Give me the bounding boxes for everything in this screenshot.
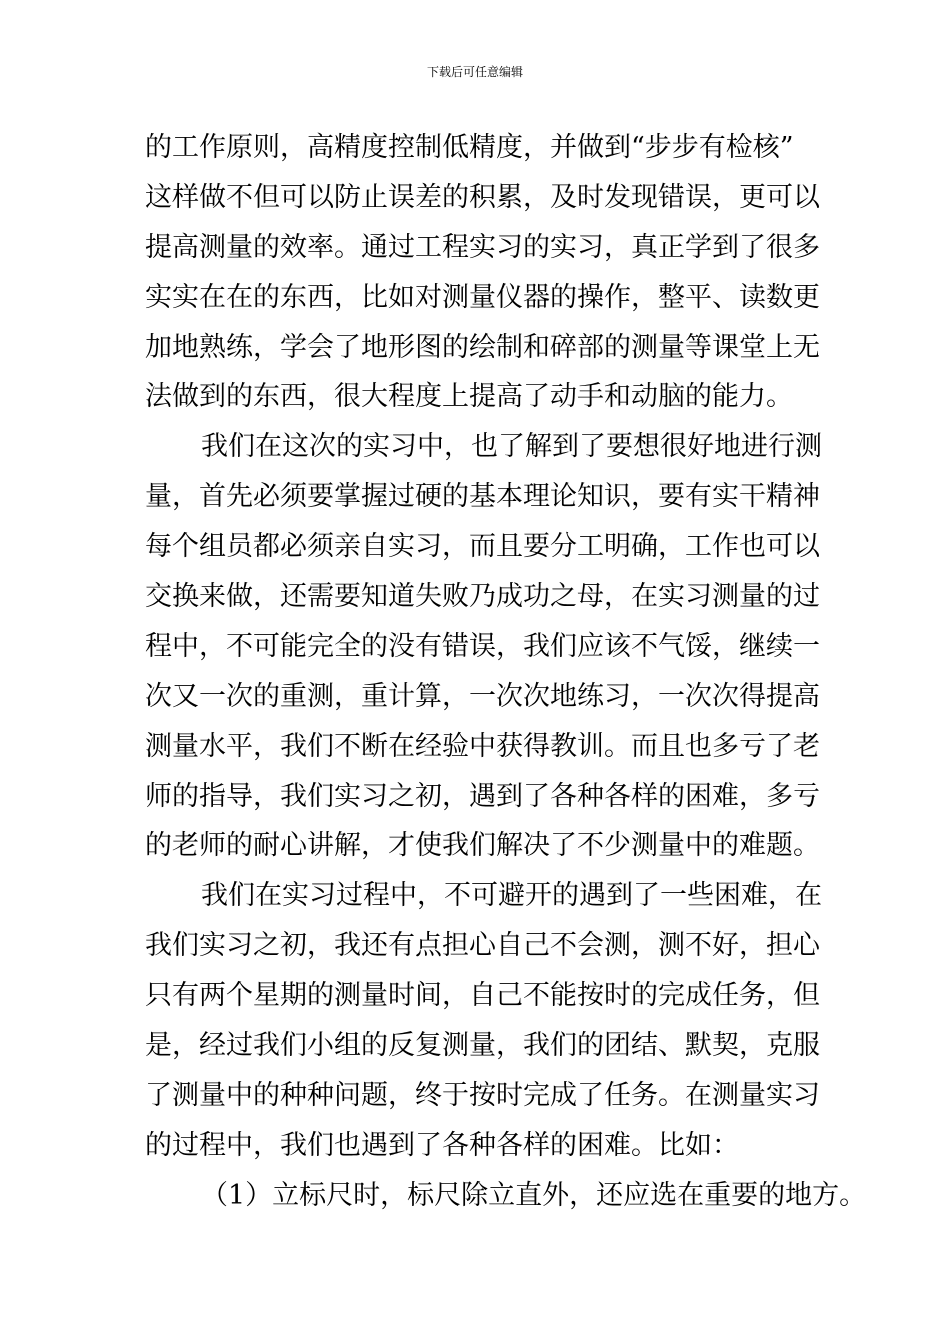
text-line: 提高测量的效率。通过工程实习的实习，真正学到了很多 [145,231,820,263]
page-header: 下载后可任意编辑 [426,65,523,79]
text-line: 每个组员都必须亲自实习，而且要分工明确，工作也可以 [145,531,820,563]
text-line: 量，首先必须要掌握过硬的基本理论知识，要有实干精神 [145,481,820,513]
text-line: 加地熟练，学会了地形图的绘制和碎部的测量等课堂上无 [145,331,820,363]
text-line: 交换来做，还需要知道失败乃成功之母，在实习测量的过 [145,581,820,613]
text-line: 了测量中的种种问题，终于按时完成了任务。在测量实习 [145,1079,820,1111]
text-line: 实实在在的东西，比如对测量仪器的操作，整平、读数更 [145,281,820,313]
text-line: 我们实习之初，我还有点担心自己不会测，测不好，担心 [145,930,820,962]
text-line: 的老师的耐心讲解，才使我们解决了不少测量中的难题。 [145,830,820,862]
text-line: 的过程中，我们也遇到了各种各样的困难。比如： [145,1129,739,1161]
text-line: 只有两个星期的测量时间，自己不能按时的完成任务，但 [145,980,820,1012]
text-line: 我们在实习过程中，不可避开的遇到了一些困难，在 [201,880,822,912]
text-line: 是，经过我们小组的反复测量，我们的团结、默契，克服 [145,1030,820,1062]
text-line: 程中，不可能完全的没有错误，我们应该不气馁，继续一 [145,630,820,662]
text-line: 法做到的东西，很大程度上提高了动手和动脑的能力。 [145,381,793,413]
text-line: 的工作原则，高精度控制低精度，并做到“步步有检核” [145,132,794,163]
text-line: 这样做不但可以防止误差的积累，及时发现错误，更可以 [145,181,820,213]
text-line: 测量水平，我们不断在经验中获得教训。而且也多亏了老 [145,730,820,762]
text-line: 我们在这次的实习中，也了解到了要想很好地进行测 [201,431,822,463]
document-body [145,128,867,1226]
text-line: 次又一次的重测，重计算，一次次地练习，一次次得提高 [145,680,820,712]
text-line: 师的指导，我们实习之初，遇到了各种各样的困难，多亏 [145,780,820,812]
text-line: （1）立标尺时，标尺除立直外，还应选在重要的地方。 [201,1179,867,1211]
